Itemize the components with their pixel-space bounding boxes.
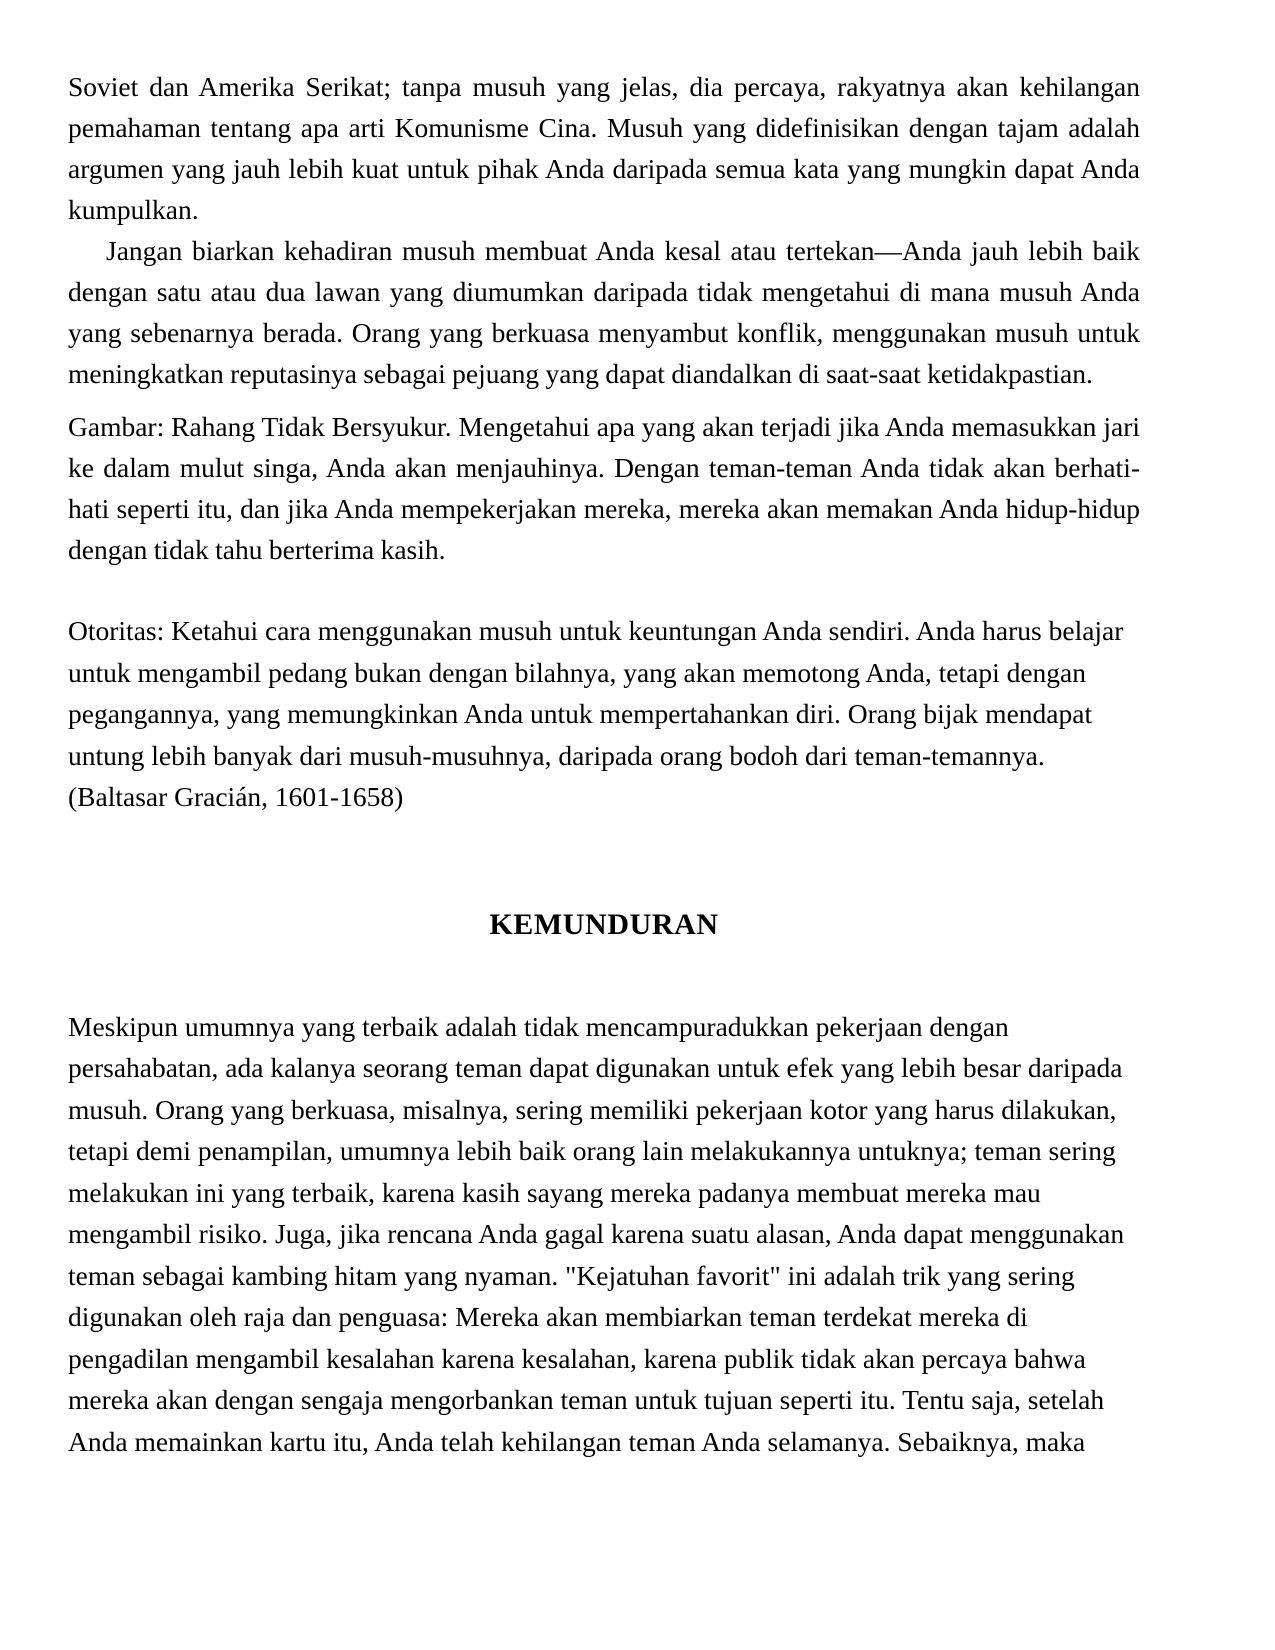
paragraph-meskipun-umumnya: Meskipun umumnya yang terbaik adalah tidak mencampuradukkan pekerjaan dengan persahabatan, ada kalanya seorang teman dapat digunakan untuk efek yang lebih besar daripada musuh. Orang yang berkuasa, misalnya, sering memiliki pekerjaan kotor yang harus dilakukan, tetapi demi penampilan, umumnya lebih baik orang lain melakukannya untuknya; teman sering melakukan ini yang terbaik, karena kasih sayang mereka padanya membuat mereka mau mengambil risiko. Juga, jika rencana Anda gagal karena suatu alasan, Anda dapat menggunakan teman sebagai kambing hitam yang nyaman. "Kejatuhan favorit" ini adalah trik yang sering digunakan oleh raja dan penguasa: Mereka akan membiarkan teman terdekat mereka di pengadilan mengambil kesalahan karena kesalahan, karena publik tidak akan percaya bahwa mereka akan dengan sengaja mengorbankan teman untuk tujuan seperti itu. Tentu saja, setelah Anda memainkan kartu itu, Anda telah kehilangan teman Anda selamanya. Sebaiknya, maka [68, 1010, 1125, 1457]
paragraph-soviet-amerika: Soviet dan Amerika Serikat; tanpa musuh yang jelas, dia percaya, rakyatnya akan kehilangan pemahaman tentang apa arti Komunisme Cina. Musuh yang didefinisikan dengan tajam adalah argumen yang jauh lebih kuat untuk pihak Anda daripada semua kata yang mungkin dapat Anda kumpulkan. [68, 71, 1140, 225]
block-spacer-before-otoritas [68, 570, 1140, 610]
section-heading-kemunduran: KEMUNDURAN [489, 907, 719, 941]
block-spacer-after-heading [68, 944, 1140, 1006]
block-spacer-before-heading [68, 818, 1140, 906]
paragraph-otoritas: Otoritas: Ketahui cara menggunakan musuh untuk keuntungan Anda sendiri. Anda harus belajar untuk mengambil pedang bukan dengan bilahnya, yang akan memotong Anda, tetapi dengan pegangannya, yang memungkinkan Anda untuk mempertahankan diri. Orang bijak mendapat untung lebih banyak dari musuh-musuhnya, daripada orang bodoh dari teman-temannya. (Baltasar Gracián, 1601-1658) [68, 615, 1124, 812]
page-content [68, 66, 1140, 1462]
paragraph-gap [68, 394, 1140, 406]
paragraph-jangan-biarkan: Jangan biarkan kehadiran musuh membuat Anda kesal atau tertekan—Anda jauh lebih baik dengan satu atau dua lawan yang diumumkan daripada tidak mengetahui di mana musuh Anda yang sebenarnya berada. Orang yang berkuasa menyambut konflik, menggunakan musuh untuk meningkatkan reputasinya sebagai pejuang yang dapat diandalkan di saat-saat ketidakpastian. [68, 235, 1140, 389]
paragraph-gambar-rahang: Gambar: Rahang Tidak Bersyukur. Mengetahui apa yang akan terjadi jika Anda memasukkan jari ke dalam mulut singa, Anda akan menjauhinya. Dengan teman-teman Anda tidak akan berhati-hati seperti itu, dan jika Anda mempekerjakan mereka, mereka akan memakan Anda hidup-hidup dengan tidak tahu berterima kasih. [68, 411, 1140, 565]
